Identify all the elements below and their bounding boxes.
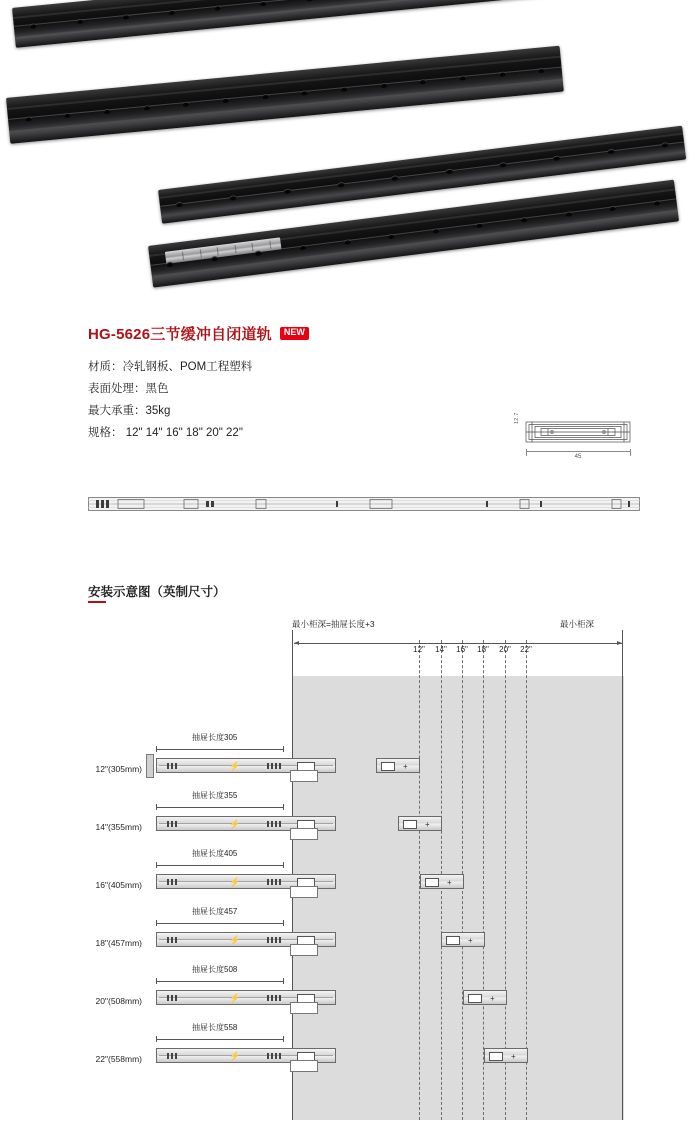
slide-profile-drawing [88, 495, 640, 513]
slide-rear-bracket [290, 886, 318, 898]
slide-graphic: ⚡ [156, 932, 336, 947]
row-size-label: 20"(508mm) [95, 996, 142, 1006]
slide-rear-bracket [290, 770, 318, 782]
rail-mounting-holes [25, 68, 546, 122]
drawer-length-dim [156, 1036, 284, 1042]
drawer-length-dim [156, 804, 284, 810]
rail-mounting-holes [30, 0, 543, 29]
product-title: HG-5626三节缓冲自闭道轨 [88, 326, 272, 343]
drawer-slide-photo-upper-rear [12, 0, 561, 48]
slide-end-graphic: + [441, 932, 485, 947]
product-title-row [88, 323, 309, 344]
spec-load: 最大承重：35kg [88, 405, 171, 417]
section-width-dim [526, 451, 630, 452]
installation-title: 安装示意图（英制尺寸） [88, 585, 226, 599]
drawer-slide-photo-upper-front [6, 46, 564, 144]
row-size-label: 14"(355mm) [95, 822, 142, 832]
slide-end-graphic: + [463, 990, 507, 1005]
drawer-length-label: 抽屉长度355 [192, 791, 238, 800]
rail-groove [7, 56, 561, 110]
drawer-front-bracket [146, 754, 154, 778]
size-tick-22: 22" [520, 645, 532, 654]
slide-end-graphic: + [420, 874, 464, 889]
cross-section-drawing [522, 418, 634, 464]
slide-end-graphic: + [398, 816, 442, 831]
size-tick-18: 18" [477, 645, 489, 654]
slide-graphic: ⚡ [156, 758, 336, 773]
caption-min-depth-formula: 最小柜深=抽屉长度+3 [292, 619, 375, 629]
slide-end-graphic: + [484, 1048, 528, 1063]
slide-graphic: ⚡ [156, 1048, 336, 1063]
drawer-length-label: 抽屉长度558 [192, 1023, 238, 1032]
drawer-length-label: 抽屉长度508 [192, 965, 238, 974]
slide-graphic: ⚡ [156, 816, 336, 831]
row-size-label: 18"(457mm) [95, 938, 142, 948]
section-height-label: 12.7 [514, 412, 520, 424]
spec-sizes: 规格： 12" 14" 16" 18" 20" 22" [88, 427, 243, 439]
rail-groove [14, 0, 559, 27]
spec-finish: 表面处理：黑色 [88, 383, 169, 395]
cabinet-area-fill [292, 676, 624, 1120]
drawer-length-label: 抽屉长度305 [192, 733, 238, 742]
product-photo [0, 0, 699, 290]
rail-groove [9, 79, 563, 133]
slide-rear-bracket [290, 944, 318, 956]
cross-section-svg [522, 418, 634, 452]
drawer-length-label: 抽屉长度457 [192, 907, 238, 916]
size-tick-16: 16" [456, 645, 468, 654]
drawer-length-dim [156, 920, 284, 926]
slide-profile-svg [88, 495, 640, 513]
section-width-label: 45 [574, 454, 582, 460]
size-tick-12: 12" [413, 645, 425, 654]
product-specs [88, 356, 252, 444]
row-size-label: 12"(305mm) [95, 764, 142, 774]
drawer-length-dim [156, 746, 284, 752]
size-tick-20: 20" [499, 645, 511, 654]
slide-end-graphic: + [376, 758, 420, 773]
slide-rear-bracket [290, 1060, 318, 1072]
cabinet-back-line [622, 630, 623, 1120]
new-badge: NEW [280, 327, 309, 340]
caption-min-depth: 最小柜深 [560, 619, 595, 629]
installation-title-underline [88, 601, 106, 603]
installation-diagram [0, 612, 699, 1132]
row-size-label: 22"(558mm) [95, 1054, 142, 1064]
spec-material: 材质：冷轧钢板、POM工程塑料 [88, 361, 253, 373]
slide-rear-bracket [290, 828, 318, 840]
depth-arrow [294, 643, 622, 644]
drawer-length-dim [156, 862, 284, 868]
drawer-length-label: 抽屉长度405 [192, 849, 238, 858]
slide-graphic: ⚡ [156, 990, 336, 1005]
slide-graphic: ⚡ [156, 874, 336, 889]
row-size-label: 16"(405mm) [95, 880, 142, 890]
drawer-length-dim [156, 978, 284, 984]
slide-rear-bracket [290, 1002, 318, 1014]
size-tick-14: 14" [435, 645, 447, 654]
